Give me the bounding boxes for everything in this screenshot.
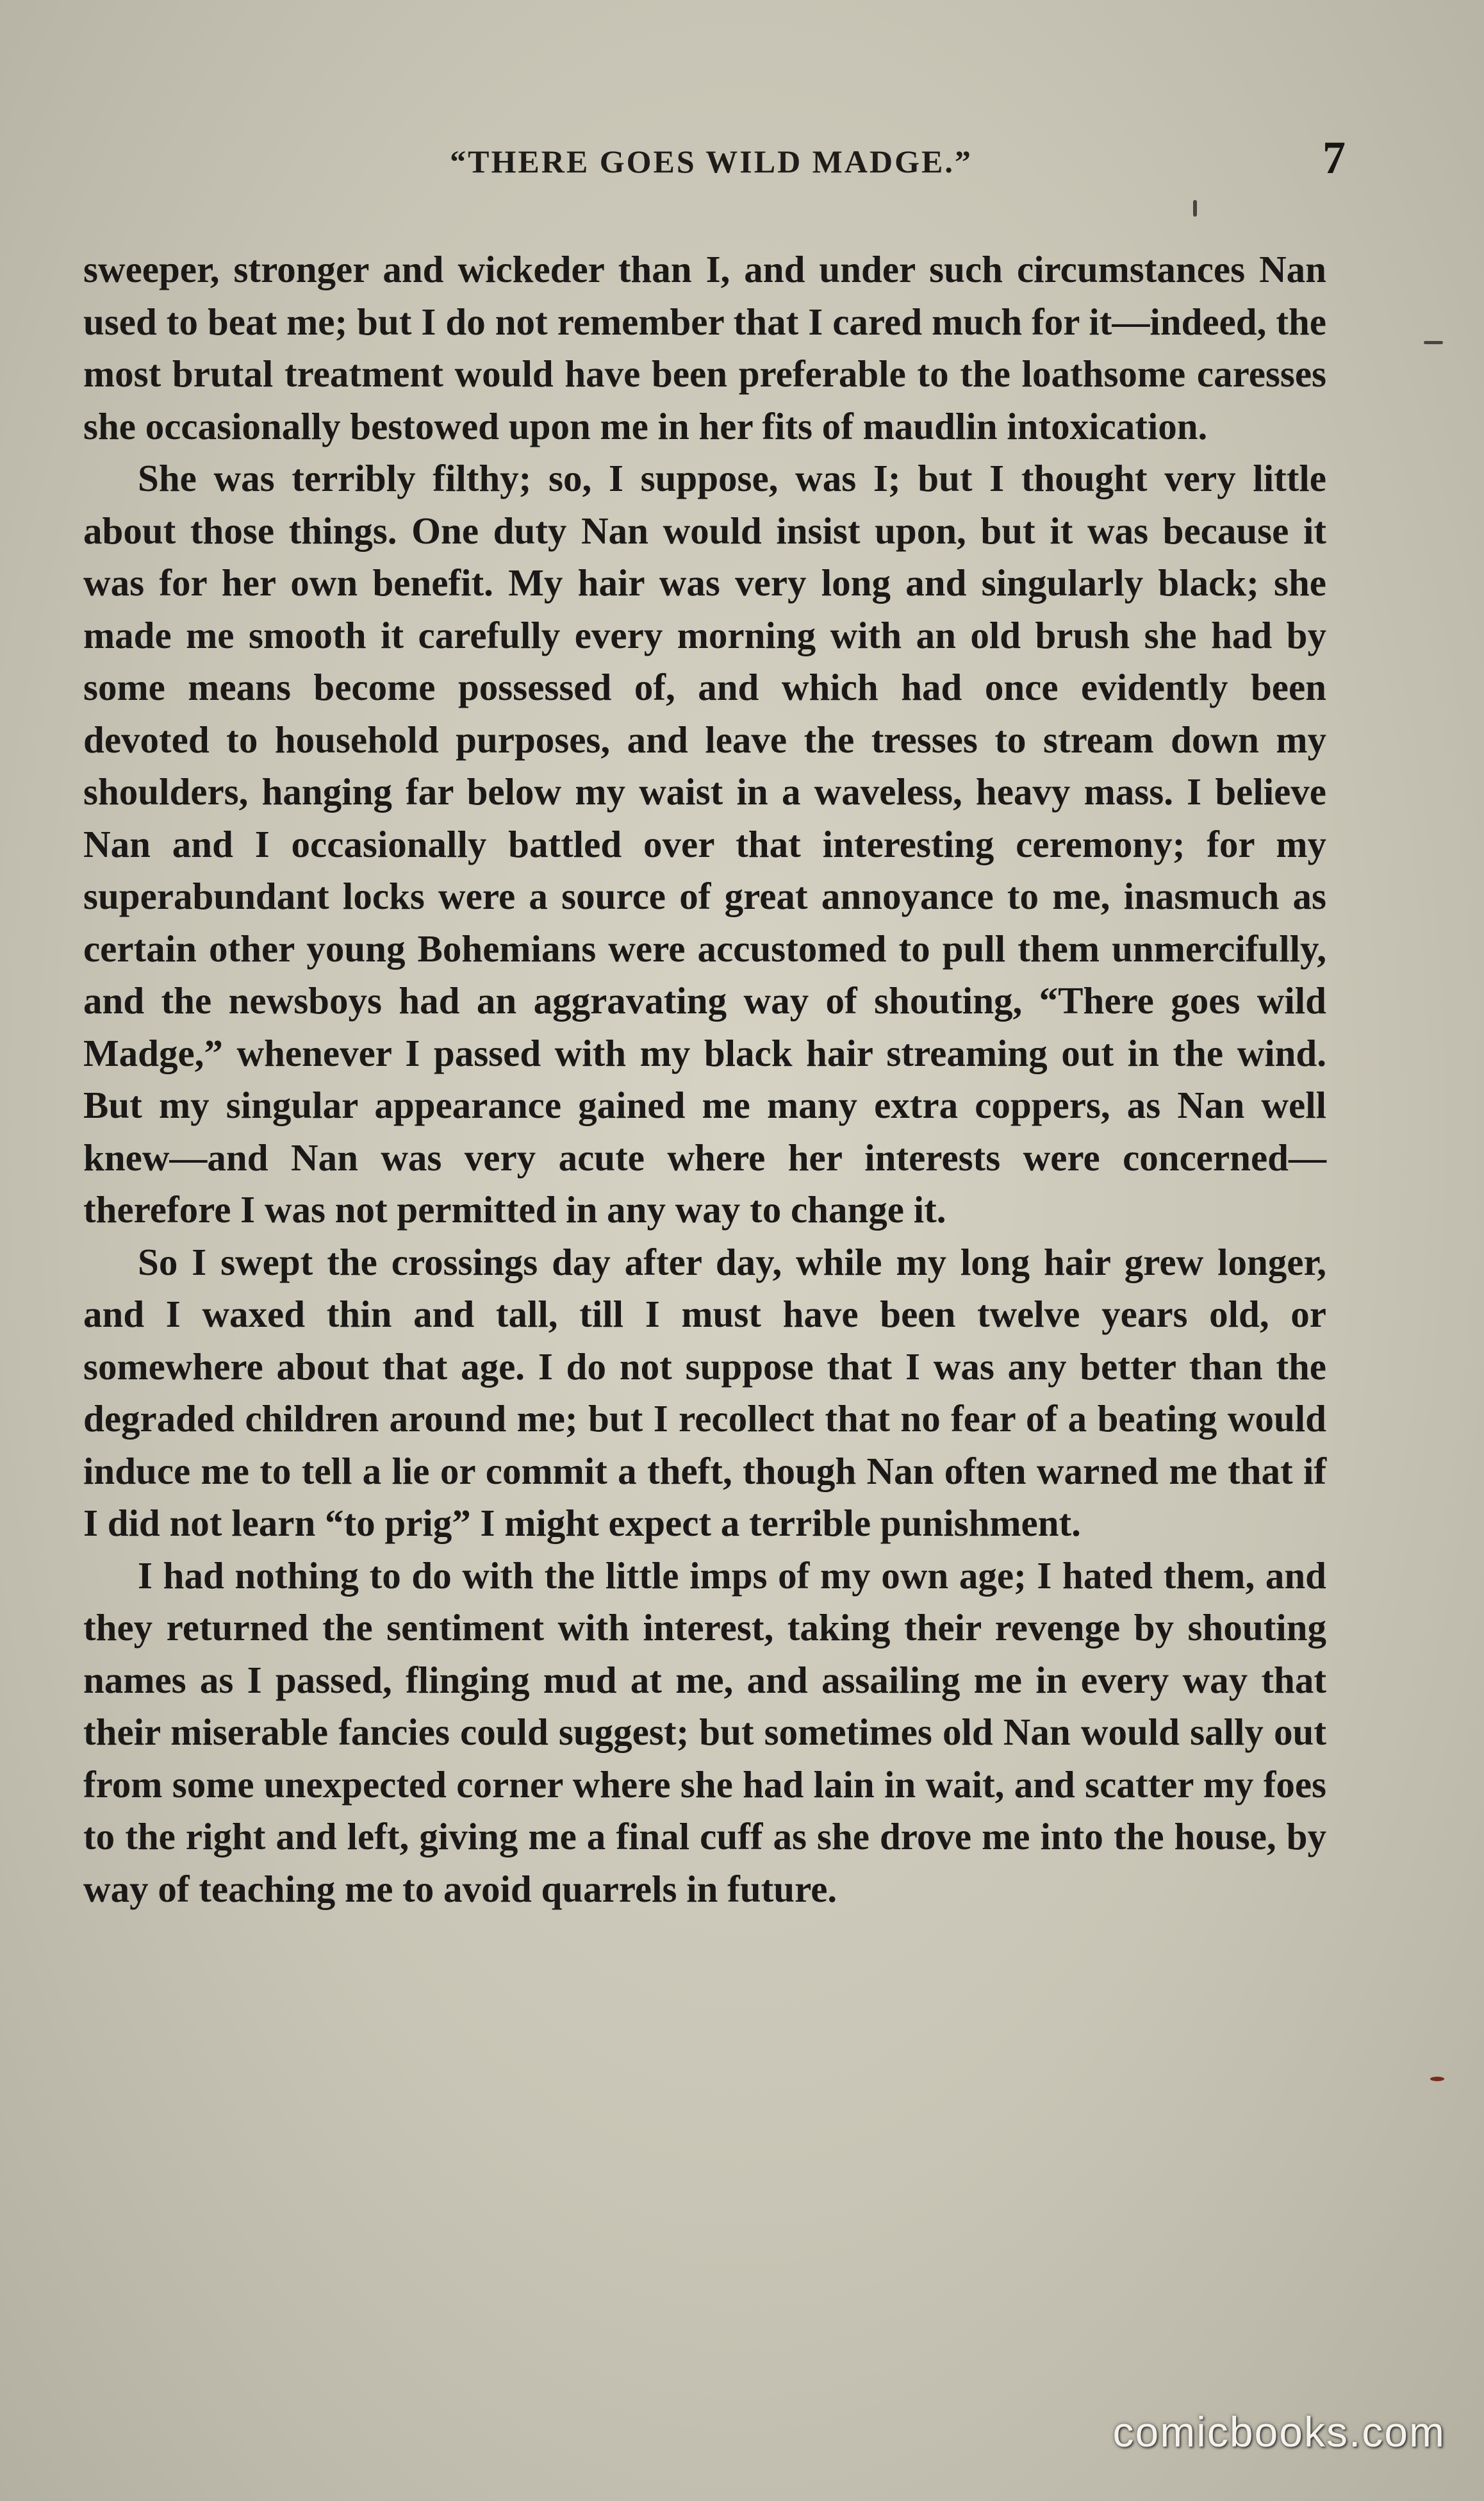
page-header — [83, 131, 1346, 189]
site-watermark: comicbooks.com — [1112, 2408, 1446, 2455]
paragraph: So I swept the crossings day after day, while my long hair grew longer, and I waxed thin and tall, till I must have been twelve years old, or somewhere about that age. I do not suppose that I was any better than the degraded children around me; but I recollect that no fear of a beating would induce me to tell a lie or commit a theft, though Nan often warned me that if I did not learn “to prig” I might expect a terrible punishment. — [83, 1240, 1326, 1544]
body-text — [83, 244, 1326, 1915]
paragraph: She was terribly filthy; so, I suppose, was I; but I thought very little about those things. One duty Nan would insist upon, but it was because it was for her own benefit. My hair was very long and singularly black; she made me smooth it carefully every morning with an old brush she had by some means become possessed of, and which had once evidently been devoted to household purposes, and leave the tresses to stream down my shoulders, hanging far below my waist in a waveless, heavy mass. I believe Nan and I occasionally battled over that interesting ceremony; for my superabundant locks were a source of great annoyance to me, inasmuch as certain other young Bohemians were accustomed to pull them unmercifully, and the newsboys had an aggravating way of shouting, “There goes wild Madge,” whenever I passed with my black hair streaming out in the wind. But my singular appearance gained me many extra coppers, as Nan well knew—and Nan was very acute where her interests were concerned—therefore I was not permitted in any way to change it. — [83, 457, 1326, 1231]
paragraph: I had nothing to do with the little imps of my own age; I hated them, and they returned the sentiment with interest, taking their revenge by shouting names as I passed, flinging mud at me, and assailing me in every way that their miserable fancies could suggest; but sometimes old Nan would sally out from some unexpected corner where she had lain in wait, and scatter my foes to the right and left, giving me a final cuff as she drove me into the house, by way of teaching me to avoid quarrels in future. — [83, 1554, 1326, 1910]
page-number: 7 — [1323, 132, 1346, 183]
ink-speck — [1430, 2077, 1444, 2081]
running-title: “THERE GOES WILD MADGE.” — [450, 144, 973, 179]
ink-speck — [1193, 200, 1197, 217]
ink-speck — [1424, 341, 1443, 344]
paragraph-continued: sweeper, stronger and wickeder than I, and under such circumstances Nan used to beat me; but I do not remember that I cared much for it—indeed, the most brutal treatment would have been preferable to the loathsome caresses she occasionally bestowed upon me in her fits of maudlin intoxication. — [83, 248, 1326, 447]
